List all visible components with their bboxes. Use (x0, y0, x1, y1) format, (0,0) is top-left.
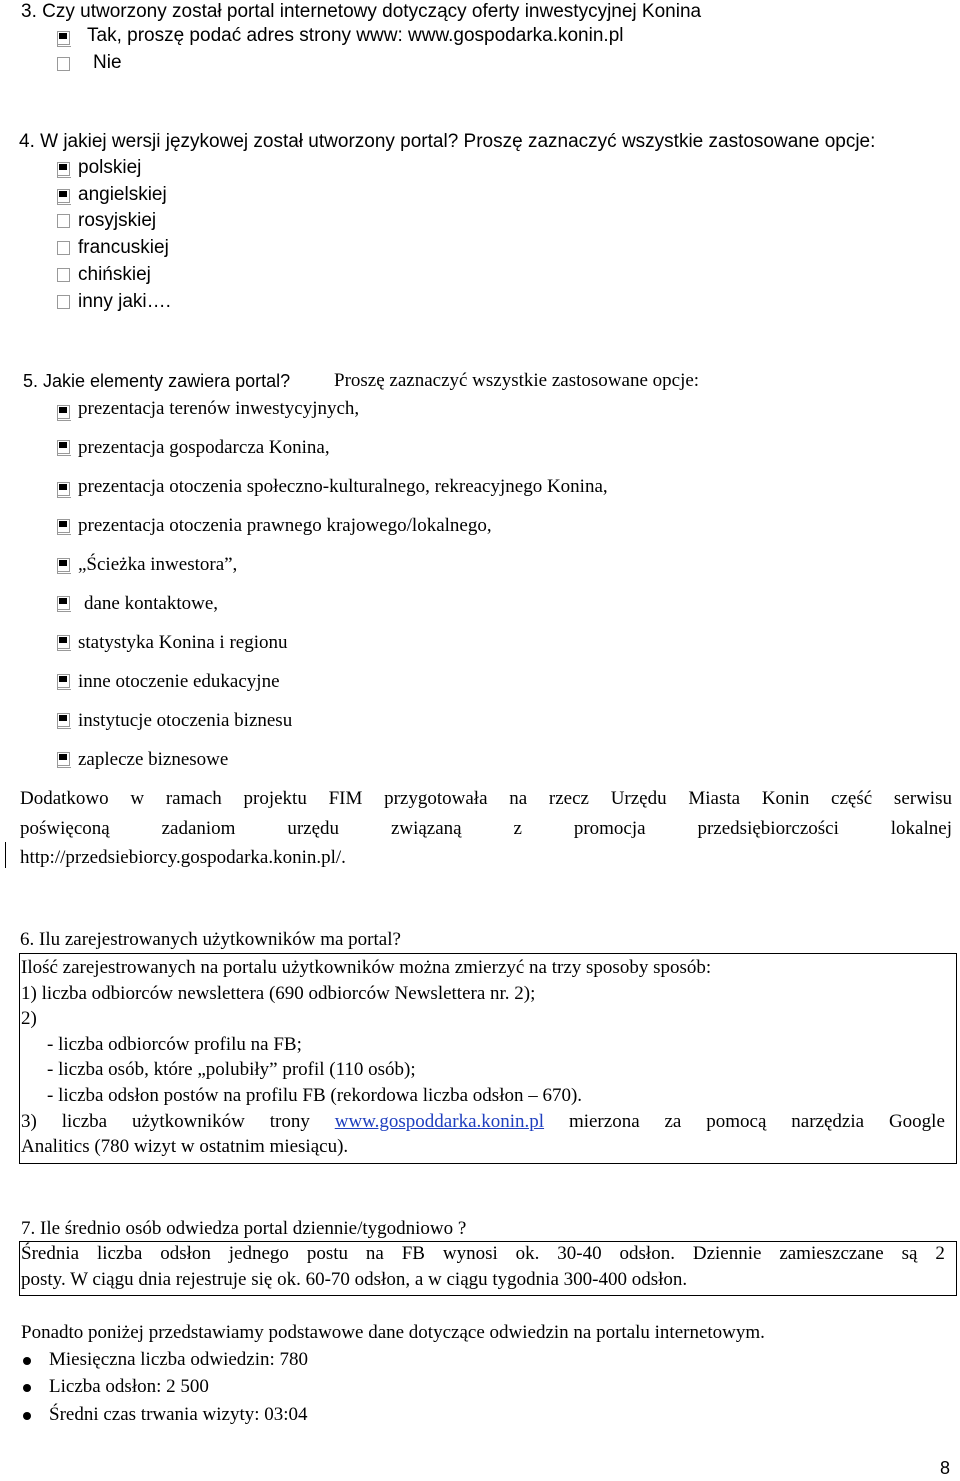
word: urzędu (287, 818, 340, 839)
q5-option-9-label: instytucje otoczenia biznesu (78, 710, 293, 731)
word: jednego (228, 1243, 289, 1264)
q4-option-2-checkbox[interactable] (57, 189, 70, 203)
q4-option-5-label: chińskiej (78, 264, 151, 285)
word: pomocą (706, 1111, 767, 1132)
q5-option-10-label: zaplecze biznesowe (78, 749, 229, 770)
word: Dziennie (692, 1243, 762, 1264)
word: Miasta (688, 788, 741, 809)
q6-item-3 (21, 1111, 945, 1133)
q5-note-line-2 (20, 818, 952, 840)
bullet-icon (23, 1384, 31, 1392)
word: serwisu (893, 788, 952, 809)
word: Konin (761, 788, 810, 809)
q4-option-4-label: francuskiej (78, 237, 169, 258)
q5-option-3-checkbox[interactable] (57, 482, 70, 496)
q4-option-1-checkbox[interactable] (57, 162, 70, 176)
q5-option-7-checkbox[interactable] (57, 635, 70, 649)
word: część (831, 788, 873, 809)
word: z (513, 818, 522, 839)
word: Urzędu (610, 788, 667, 809)
q5-option-2-label: prezentacja gospodarcza Konina, (78, 437, 330, 458)
word: promocja (573, 818, 646, 839)
q7-stat-1: Miesięczna liczba odwiedzin: 780 (49, 1349, 309, 1370)
q7-answer-line-1 (21, 1243, 945, 1265)
q4-option-6-label: inny jaki…. (78, 291, 171, 312)
word: 3) (21, 1111, 37, 1132)
q5-option-8-label: inne otoczenie edukacyjne (78, 671, 280, 692)
word: 2 (935, 1243, 945, 1264)
q4-option-4-checkbox[interactable] (57, 241, 70, 255)
word: w (130, 788, 145, 809)
q7-answer-line-2: posty. W ciągu dnia rejestruje się ok. 60-70 odsłon, a w ciągu tygodnia 300-400 odsłon. (21, 1269, 688, 1290)
word: są (901, 1243, 918, 1264)
q6-item-2: 2) (21, 1008, 37, 1029)
q5-option-9-checkbox[interactable] (57, 713, 70, 727)
word: wynosi (442, 1243, 498, 1264)
word: ok. (515, 1243, 540, 1264)
q3-option-2-label: Nie (93, 52, 122, 73)
bullet-icon (23, 1357, 31, 1365)
word: za (664, 1111, 682, 1132)
word: ramach (165, 788, 222, 809)
portal-link[interactable]: www.gospoddarka.konin.pl (334, 1111, 545, 1132)
q5-option-7-label: statystyka Konina i regionu (78, 632, 288, 653)
q4-option-6-checkbox[interactable] (57, 295, 70, 309)
q5-option-8-checkbox[interactable] (57, 674, 70, 688)
word: na (365, 1243, 384, 1264)
q3-option-2-checkbox[interactable] (57, 57, 70, 71)
q6-sub-2: - liczba osób, które „polubiły” profil (110 osób); (47, 1059, 416, 1080)
q7-title: 7. Ile średnio osób odwiedza portal dziennie/tygodniowo ? (21, 1218, 467, 1239)
q5-option-4-checkbox[interactable] (57, 519, 70, 533)
q5-option-10-checkbox[interactable] (57, 752, 70, 766)
q3-option-1-label: Tak, proszę podać adres strony www: www.gospodarka.konin.pl (87, 25, 624, 46)
q6-intro: Ilość zarejestrowanych na portalu użytkowników można zmierzyć na trzy sposoby sposób: (21, 957, 712, 978)
q5-note-line-3: http://przedsiebiorcy.gospodarka.konin.pl/. (20, 847, 346, 868)
word: Średnia (21, 1243, 80, 1264)
word: FIM (328, 788, 363, 809)
q5-option-6-checkbox[interactable] (57, 596, 70, 610)
word: mierzona (568, 1111, 640, 1132)
q3-title: 3. Czy utworzony został portal internetowy dotyczący oferty inwestycyjnej Konina (21, 1, 702, 22)
q5-option-1-label: prezentacja terenów inwestycyjnych, (78, 398, 360, 419)
word: liczba (61, 1111, 108, 1132)
q5-title-part-a: 5. Jakie elementy zawiera portal? (23, 371, 291, 391)
word: Google (888, 1111, 945, 1132)
q5-option-3-label: prezentacja otoczenia społeczno-kulturalnego, rekreacyjnego Konina, (78, 476, 608, 497)
q5-option-5-checkbox[interactable] (57, 558, 70, 572)
q5-option-1-checkbox[interactable] (57, 405, 70, 419)
q3-option-1-checkbox[interactable] (57, 31, 70, 45)
bullet-icon (23, 1412, 31, 1420)
page-number: 8 (940, 1458, 951, 1478)
q6-item-3-line-2: Analitics (780 wizyt w ostatnim miesiącu). (21, 1136, 349, 1157)
q5-option-2-checkbox[interactable] (57, 440, 70, 454)
q4-option-3-checkbox[interactable] (57, 214, 70, 228)
q7-stat-2: Liczba odsłon: 2 500 (49, 1376, 209, 1397)
word: związaną (390, 818, 462, 839)
word: lokalnej (890, 818, 952, 839)
word: użytkowników (131, 1111, 245, 1132)
q7-stat-3: Średni czas trwania wizyty: 03:04 (49, 1404, 308, 1425)
word: odsłon (160, 1243, 211, 1264)
word: zadaniom (161, 818, 236, 839)
q6-item-1: 1) liczba odbiorców newslettera (690 odbiorców Newslettera nr. 2); (21, 983, 536, 1004)
q6-title: 6. Ilu zarejestrowanych użytkowników ma portal? (20, 929, 401, 950)
q5-option-6-label: dane kontaktowe, (84, 593, 219, 614)
q5-option-4-label: prezentacja otoczenia prawnego krajowego/lokalnego, (78, 515, 492, 536)
word: trony (269, 1111, 310, 1132)
q5-title-part-b: Proszę zaznaczyć wszystkie zastosowane opcje: (334, 370, 700, 391)
q4-option-1-label: polskiej (78, 157, 142, 178)
word: poświęconą (20, 818, 110, 839)
word: zamieszczane (779, 1243, 884, 1264)
q5-note-line-1 (20, 788, 952, 810)
word: odsłon. (619, 1243, 675, 1264)
q4-title: 4. W jakiej wersji językowej został utworzony portal? Proszę zaznaczyć wszystkie zastosowane opcje: (19, 131, 876, 152)
word: liczba (96, 1243, 143, 1264)
change-bar (5, 842, 6, 868)
q6-sub-3: - liczba odsłon postów na profilu FB (rekordowa liczba odsłon – 670). (47, 1085, 583, 1106)
word: rzecz (548, 788, 589, 809)
word: przygotowała (384, 788, 488, 809)
q4-option-2-label: angielskiej (78, 184, 167, 205)
word: na (509, 788, 528, 809)
q6-sub-1: - liczba odbiorców profilu na FB; (47, 1034, 302, 1055)
word: Dodatkowo (20, 788, 109, 809)
q4-option-5-checkbox[interactable] (57, 268, 70, 282)
q5-option-5-label: „Ścieżka inwestora”, (78, 554, 238, 575)
word: przedsiębiorczości (697, 818, 839, 839)
q4-option-3-label: rosyjskiej (78, 210, 157, 231)
q7-stats-intro: Ponadto poniżej przedstawiamy podstawowe dane dotyczące odwiedzin na portalu internetowym. (21, 1322, 765, 1343)
word: postu (306, 1243, 348, 1264)
word: projektu (243, 788, 307, 809)
word: narzędzia (791, 1111, 865, 1132)
word: 30-40 (557, 1243, 602, 1264)
word: FB (401, 1243, 425, 1264)
